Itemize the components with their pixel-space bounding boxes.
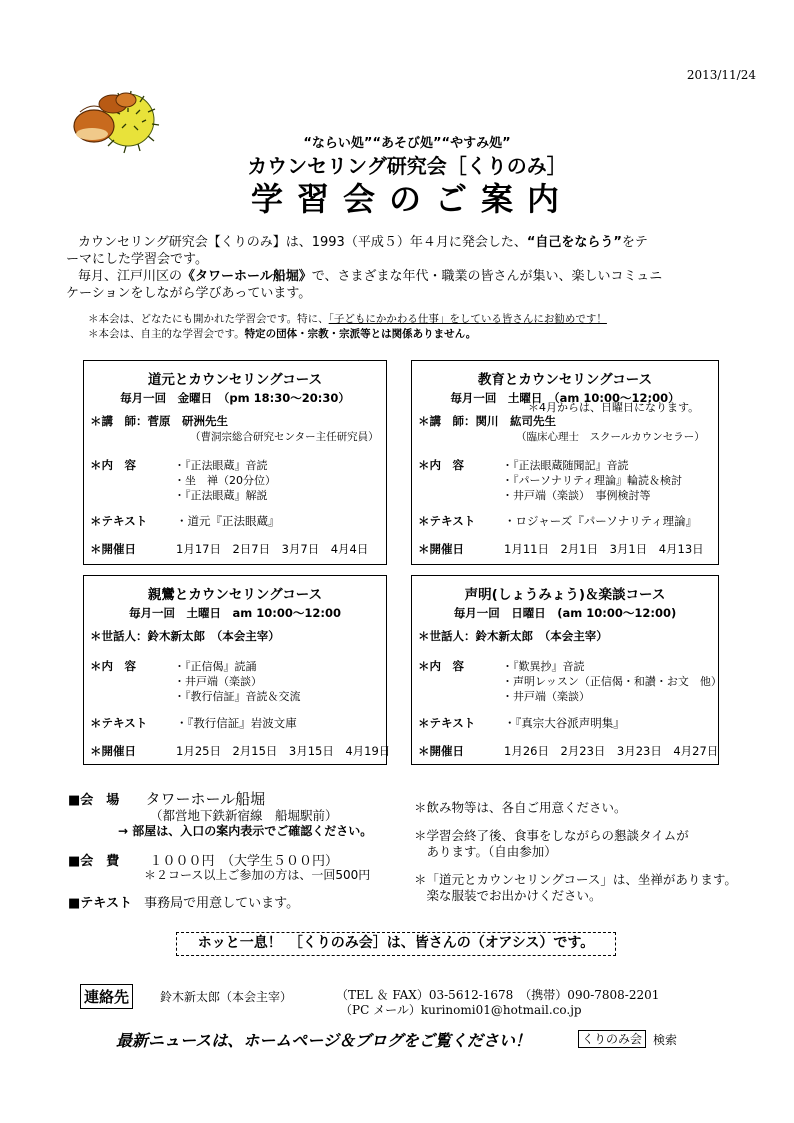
venue-row: ■会 場 タワーホール船堀 [68, 790, 266, 808]
course-extra-note: ＊4月からは、日曜日になります。 [528, 401, 700, 414]
course-text: ・『真宗大谷派声明集』 [504, 716, 625, 730]
course-person: 鈴木新太郎 （本会主宰） [475, 629, 608, 643]
course-title: 道元とカウンセリングコース [147, 372, 323, 388]
list-item: ・井戸端（楽談） [502, 690, 590, 703]
course-box-dogen: 道元とカウンセリングコース 毎月一回 金曜日 （pm 18:30～20:30） ＊講 師： 菅原 研洲先生 （曹洞宗総合研究センター主任研究員） ＊内 容 ・『正法眼蔵』音読 ・坐 禅（20分位） ・『正法眼蔵』解説 ＊テキスト ・道元『正法眼蔵』 ＊開催日 1月17日 2日7日 3月7日 4月4日 [83, 360, 387, 565]
page-title: 学習会のご案内 [250, 180, 573, 218]
fee-note: ＊２コース以上ご参加の方は、一回500円 [144, 868, 371, 882]
course-text: ・『教行信証』岩波文庫 [176, 716, 297, 730]
list-item: ・『正法眼蔵随聞記』音読 [502, 459, 629, 472]
list-item: ・声明レッスン（正信偈・和讃・お文 他） [502, 675, 722, 688]
course-person: 鈴木新太郎 （本会主宰） [147, 629, 280, 643]
course-person-sub: （臨床心理士 スクールカウンセラー） [516, 431, 705, 443]
course-schedule: 毎月一回 土曜日 am 10:00～12:00 [129, 606, 341, 620]
list-item: ・坐 禅（20分位） [174, 474, 276, 487]
search-label: 検索 [653, 1033, 678, 1047]
venue-note: → 部屋は、入口の案内表示でご確認ください。 [118, 824, 373, 838]
course-box-shinran: 親鸞とカウンセリングコース 毎月一回 土曜日 am 10:00～12:00 ＊世話人： 鈴木新太郎 （本会主宰） ＊内 容 ・『正信偈』読誦 ・井戸端（楽談） ・『教行信証』音読＆交流 ＊テキスト ・『教行信証』岩波文庫 ＊開催日 1月25日 2月15日 3月15日 4月19日 [83, 575, 387, 765]
list-item: ・『正信偈』読誦 [174, 660, 257, 673]
course-title: 声明(しょうみょう)＆楽談コース [464, 587, 666, 603]
course-person: 関川 紘司先生 [475, 414, 556, 428]
tagline: “ならい処”“あそび処”“やすみ処” [303, 136, 511, 151]
contact-tel: （TEL ＆ FAX）03-5612-1678 （携帯）090-7808-2201 [336, 988, 660, 1002]
venue-name: タワーホール船堀 [145, 790, 266, 808]
list-item: ・『歎異抄』音読 [502, 660, 585, 673]
course-box-education: 教育とカウンセリングコース 毎月一回 土曜日 （am 10:00～12:00） ＊4月からは、日曜日になります。 ＊講 師： 関川 紘司先生 （臨床心理士 スクールカウンセラー） ＊内 容 ・『正法眼蔵随聞記』音読 ・『パーソナリティ理論』輪読＆検討 ・井戸端（楽談） 事例検討等 ＊テキスト ・ロジャーズ『パーソナリティ理論』 ＊開催日 1月11日 2月1日 3月1日 4月13日 [411, 360, 719, 565]
document-date: 2013/11/24 [686, 68, 756, 82]
contact-label: 連絡先 [80, 984, 133, 1009]
course-title: 親鸞とカウンセリングコース [147, 587, 323, 603]
fee-row: ■会 費 １０００円 （大学生５００円） [68, 854, 338, 869]
contact-name: 鈴木新太郎（本会主宰） [160, 990, 293, 1004]
search-keyword-box: くりのみ会 [578, 1030, 646, 1048]
course-schedule: 毎月一回 日曜日 (am 10:00～12:00) [453, 606, 677, 620]
list-item: ・井戸端（楽談） [174, 675, 262, 688]
notes: ＊本会は、どなたにも開かれた学習会です。特に、「子どもにかかわる仕事」をしている皆さんにお勧めです！ ＊本会は、自主的な学習会です。特定の団体・宗教・宗派等とは関係ありません。 [88, 313, 607, 340]
course-dates: 1月11日 2月1日 3月1日 4月13日 [504, 542, 704, 556]
course-box-shomyo: 声明(しょうみょう)＆楽談コース 毎月一回 日曜日 (am 10:00～12:00) ＊世話人： 鈴木新太郎 （本会主宰） ＊内 容 ・『歎異抄』音読 ・声明レッスン（正信偈・和讃・お文 他） ・井戸端（楽談） ＊テキスト ・『真宗大谷派声明集』 ＊開催日 1月26日 2月23日 3月23日 4月27日 [411, 575, 719, 765]
course-title: 教育とカウンセリングコース [477, 372, 653, 388]
course-person: 菅原 研洲先生 [147, 414, 228, 428]
course-person-sub: （曹洞宗総合研究センター主任研究員） [190, 431, 379, 443]
list-item: ・『正法眼蔵』音読 [174, 459, 268, 472]
organization-name: カウンセリング研究会［くりのみ］ [247, 154, 567, 178]
course-schedule: 毎月一回 金曜日 （pm 18:30～20:30） [120, 391, 350, 405]
list-item: ・『パーソナリティ理論』輪読＆検討 [502, 474, 682, 487]
course-dates: 1月26日 2月23日 3月23日 4月27日 [504, 744, 719, 758]
course-text: ・道元『正法眼蔵』 [176, 514, 280, 528]
textbook-row: ■テキスト 事務局で用意しています。 [68, 896, 300, 911]
contact-email: （PC メール）kurinomi01@hotmail.co.jp [340, 1003, 582, 1017]
list-item: ・『教行信証』音読＆交流 [174, 690, 301, 703]
oasis-banner: ホッと一息！ ［くりのみ会］は、皆さんの（オアシス）です。 [176, 932, 616, 956]
fee-value: １０００円 （大学生５００円） [149, 854, 338, 869]
news-banner: 最新ニュースは、ホームページ＆ブログをご覧ください！ [116, 1031, 531, 1050]
right-notes: ＊飲み物等は、各自ご用意ください。 ＊学習会終了後、食事をしながらの懇談タイムが あります。（自由参加） ＊「道元とカウンセリングコース」は、坐禅があります。 楽な服装でお出かけください。 [414, 800, 737, 903]
list-item: ・『正法眼蔵』解説 [174, 489, 268, 502]
venue-sub: （都営地下鉄新宿線 船堀駅前） [150, 808, 338, 823]
intro-paragraph: カウンセリング研究会【くりのみ】は、1993（平成５）年４月に発会した、“自己をならう”をテ ーマにした学習会です。 毎月、江戸川区の《タワーホール船堀》で、さまざまな年代・職業の皆さんが集い、楽しいコミュニ ケーションをしながら学びあっています。 [66, 235, 663, 301]
course-text: ・ロジャーズ『パーソナリティ理論』 [504, 514, 698, 528]
list-item: ・井戸端（楽談） 事例検討等 [502, 489, 651, 502]
course-schedule: 毎月一回 土曜日 （am 10:00～12:00） [450, 391, 680, 405]
course-dates: 1月25日 2月15日 3月15日 4月19日 [176, 744, 391, 758]
course-dates: 1月17日 2日7日 3月7日 4月4日 [176, 542, 369, 556]
textbook-value: 事務局で用意しています。 [144, 896, 300, 911]
